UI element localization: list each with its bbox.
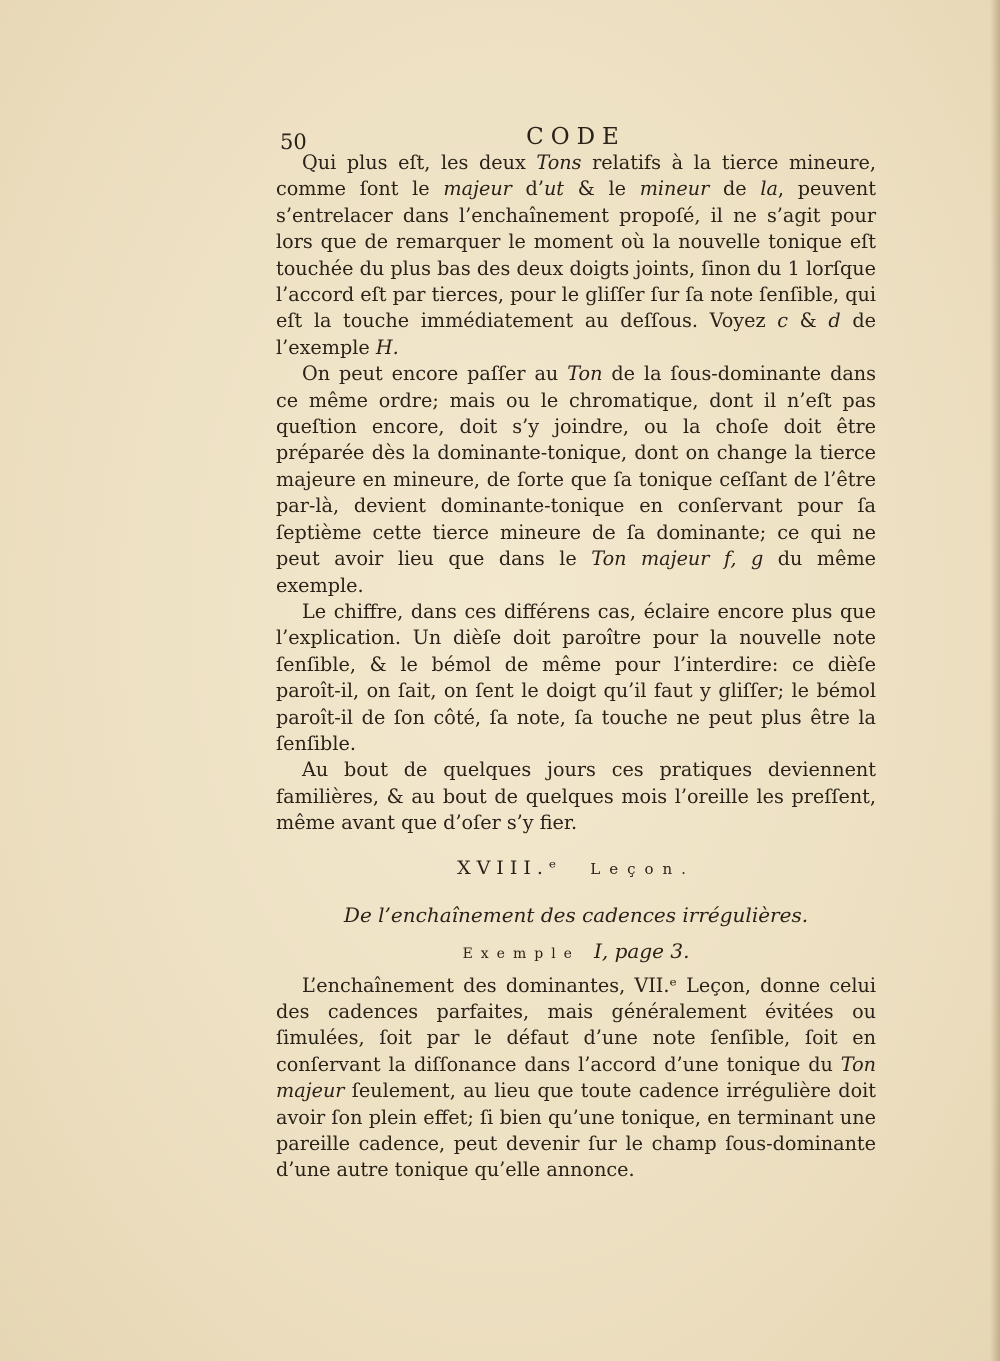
example-word: Exemple bbox=[462, 945, 580, 962]
text-run: & bbox=[788, 309, 829, 333]
example-reference: I, page 3. bbox=[594, 938, 690, 963]
paragraph bbox=[276, 150, 876, 361]
page-number: 50 bbox=[280, 130, 307, 154]
italic-text: Ton bbox=[567, 362, 603, 386]
text-run: On peut encore paſſer au bbox=[302, 362, 568, 386]
example-heading bbox=[276, 939, 876, 973]
body-text-2 bbox=[276, 973, 876, 1184]
italic-text: Tons bbox=[536, 151, 582, 174]
italic-text: Ton majeur f, g bbox=[591, 547, 764, 571]
text-run: Le chiffre, dans ces différens cas, éclaire encore plus que l’explication. Un dièſe doit paroître pour la nouvelle note ſenſible, & le bémol de même pour l’interdire: ce dièſe paroît-il, on ſait, on ſent le doigt qu’il faut y gliſſer; le bémol paroît-il de ſon côté, ſa note, ſa touche ne peut plus être la ſenſible. bbox=[276, 599, 876, 755]
lesson-word: Leçon. bbox=[590, 859, 695, 878]
italic-text: Ton majeur bbox=[276, 1052, 876, 1103]
italic-text: majeur bbox=[443, 177, 512, 201]
page-edge-shadow bbox=[990, 0, 1000, 1361]
text-run: du même exemple. bbox=[276, 547, 877, 597]
text-run: & le bbox=[564, 177, 640, 201]
text-run: ſeulement, au lieu que toute cadence irrégulière doit avoir ſon plein effet; ſi bien qu’une tonique, en terminant une pareille cadence, peut devenir ſur le champ ſous-dominante d’une autre tonique qu’elle annonce. bbox=[276, 1079, 876, 1182]
text-run: L’enchaînement des dominantes, VII.ᵉ Leçon, donne celui des cadences parfaites, mais généralement évitées ou ſimulées, ſoit par le défaut d’une note ſenſible, ſoit en conſervant la diſſonance dans l’accord d’une tonique du bbox=[276, 973, 876, 1076]
paragraph bbox=[276, 757, 876, 836]
text-run: de bbox=[709, 177, 761, 201]
book-page bbox=[276, 120, 876, 1184]
running-title: CODE bbox=[526, 124, 626, 150]
text-run: d’ bbox=[511, 177, 544, 201]
italic-text: c bbox=[777, 309, 789, 333]
italic-text: la bbox=[760, 177, 778, 201]
text-run: relatifs à la tierce mineure, comme ſont le bbox=[276, 151, 876, 201]
lesson-subtitle: De l’enchaînement des cadences irrégulières. bbox=[343, 902, 809, 927]
text-run: Qui plus eſt, les deux bbox=[302, 151, 537, 174]
italic-text: d bbox=[828, 309, 841, 333]
body-text-1 bbox=[276, 150, 876, 837]
text-run: Au bout de quelques jours ces pratiques deviennent familières, & au bout de quelques mois l’oreille les preſſent, même avant que d’oſer s’y fier. bbox=[276, 758, 876, 835]
paragraph bbox=[276, 361, 876, 599]
paragraph bbox=[276, 599, 876, 757]
italic-text: H. bbox=[375, 335, 399, 359]
text-run: de la ſous-dominante dans ce même ordre; mais ou le chromatique, dont il n’eſt pas queſtion encore, doit s’y joindre, ou la choſe doit être préparée dès la dominante-tonique, dont on change la tierce majeure en mineure, de ſorte que ſa tonique ceſſant de l’être par-là, devient dominante-tonique en conſervant pour ſa ſeptième cette tierce mineure de ſa dominante; ce qui ne peut avoir lieu que dans le bbox=[276, 362, 877, 571]
lesson-heading bbox=[276, 857, 876, 889]
lesson-number: XVIII.ᵉ bbox=[457, 856, 563, 879]
text-run: , peuvent s’entrelacer dans l’enchaînement propoſé, il ne s’agit pour lors que de remarquer le moment où la nouvelle tonique eſt touchée du plus bas des deux doigts joints, ſinon du 1 lorſque l’accord eſt par tierces, pour le gliſſer ſur ſa note ſenſible, qui eſt la touche immédiatement au deſſous. Voyez bbox=[276, 177, 876, 333]
italic-text: mineur bbox=[639, 177, 710, 201]
text-run: de l’exemple bbox=[276, 309, 876, 359]
italic-text: ut bbox=[543, 177, 565, 201]
page-header bbox=[276, 120, 876, 154]
paragraph bbox=[276, 973, 876, 1184]
